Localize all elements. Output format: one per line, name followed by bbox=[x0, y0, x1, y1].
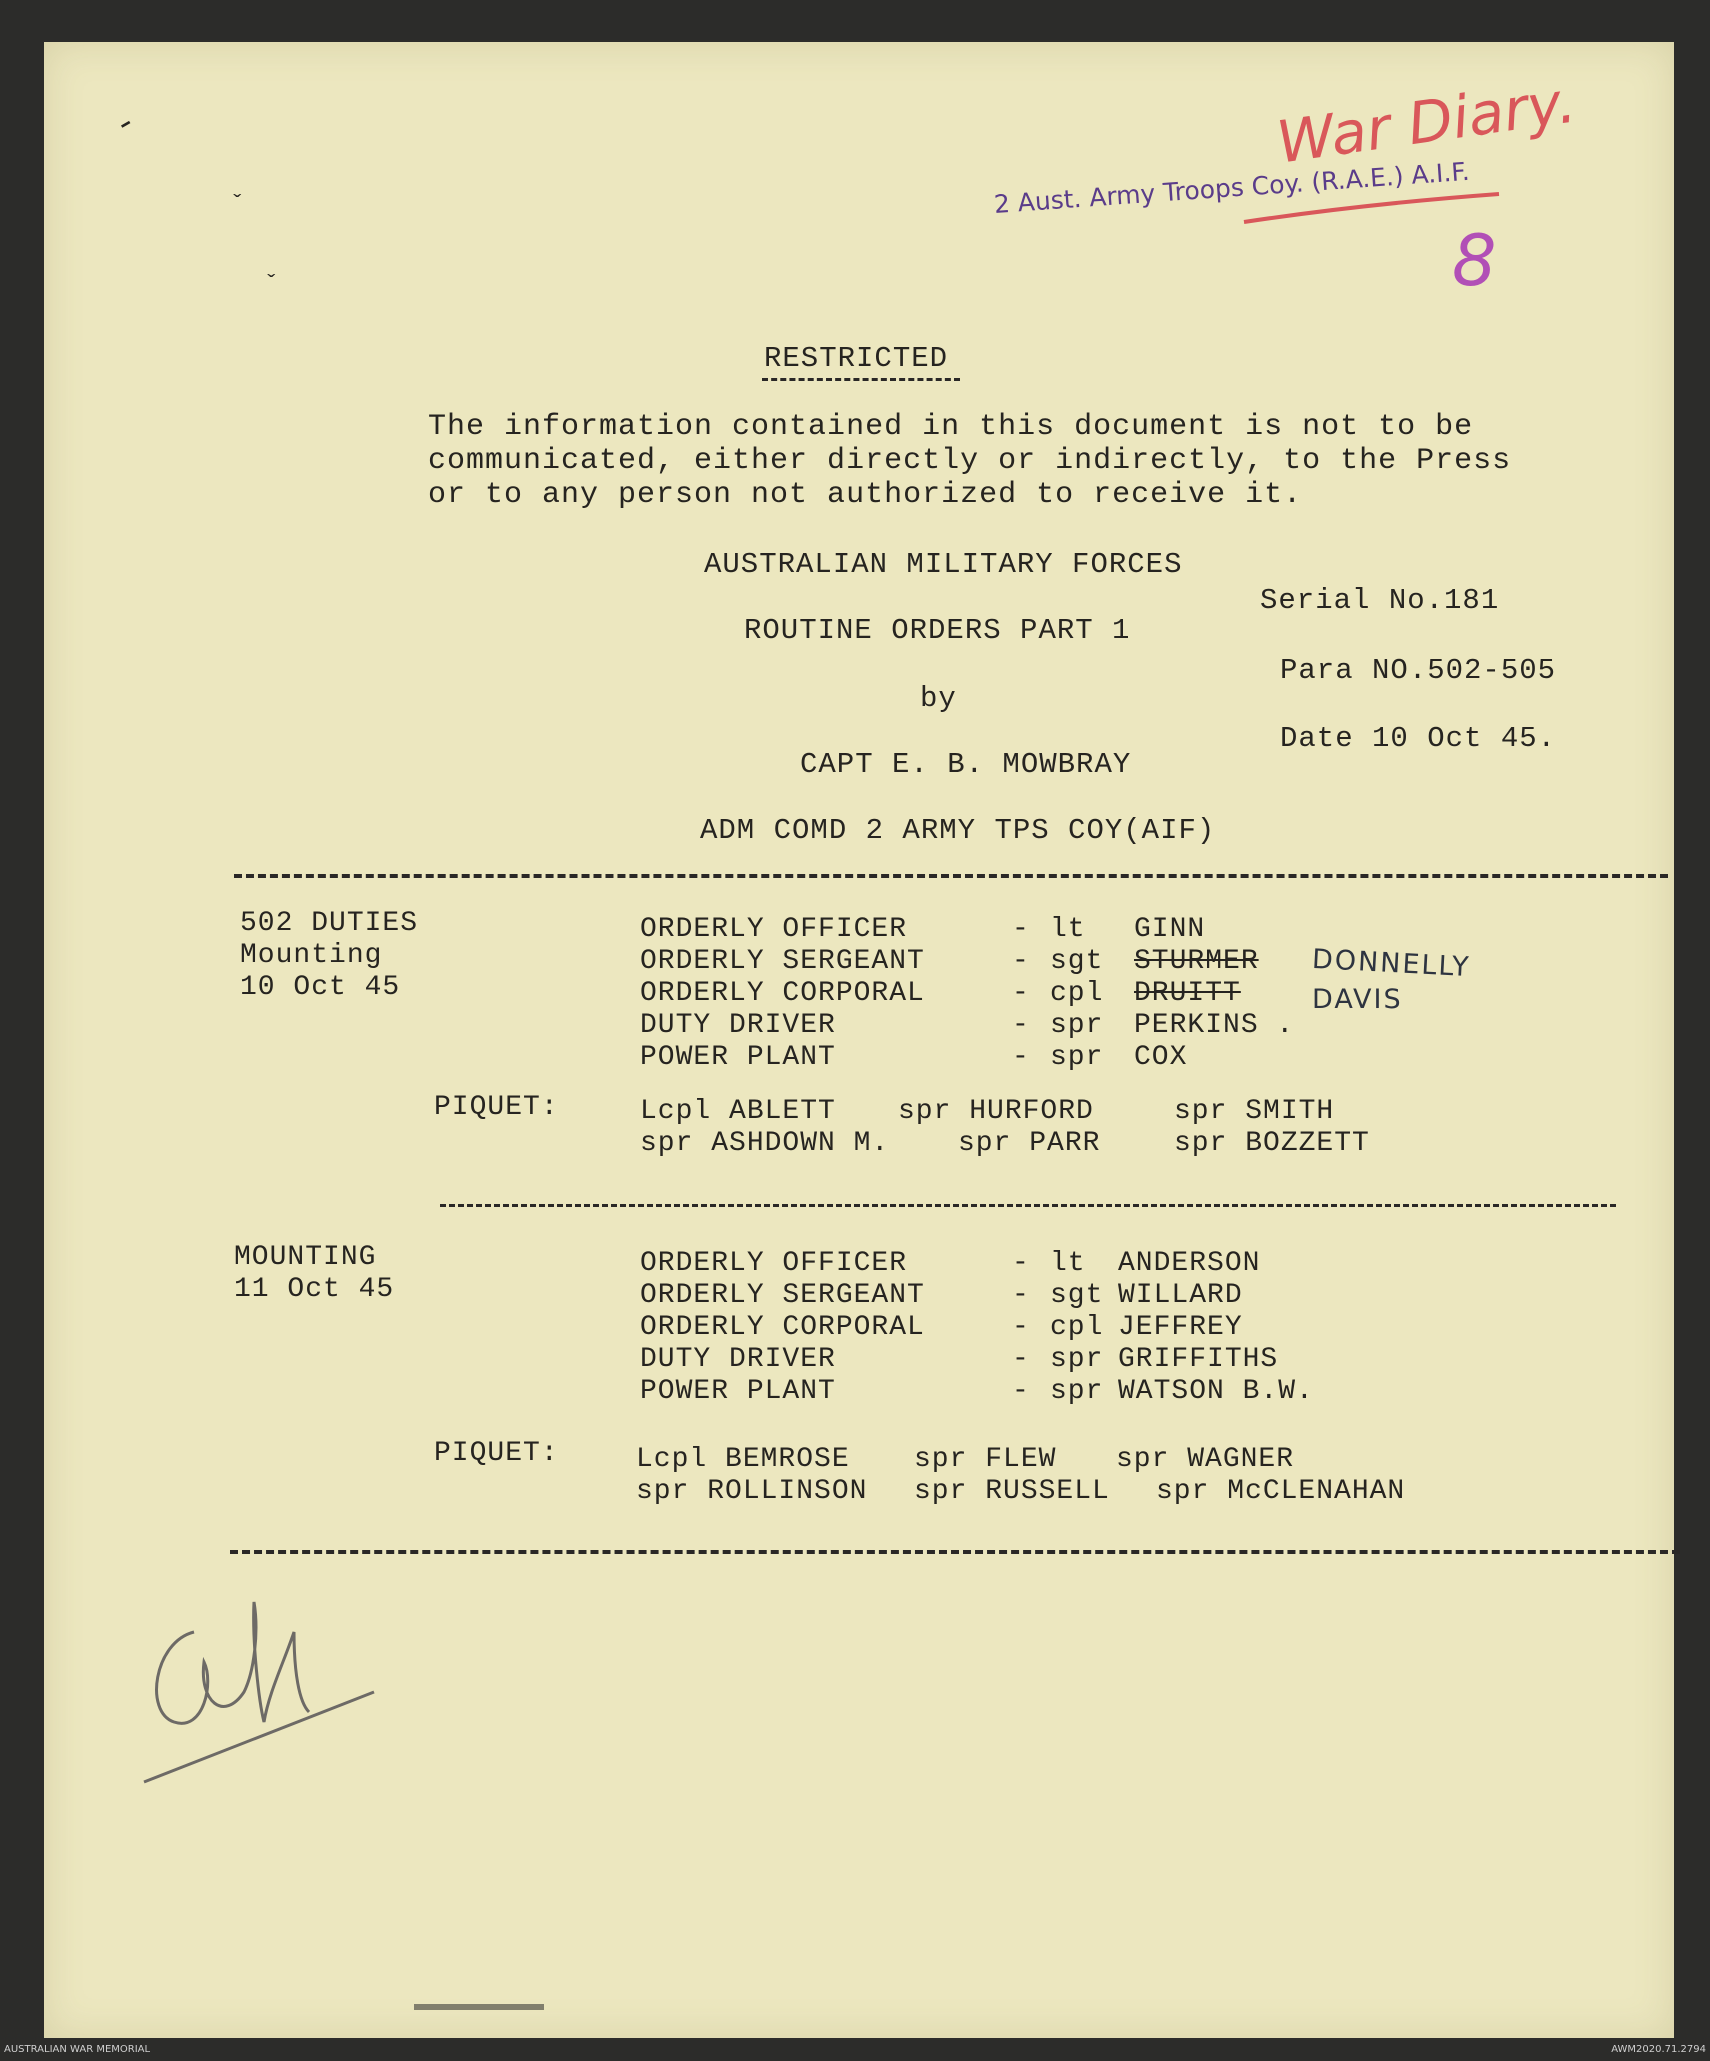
duty-name: ANDERSON bbox=[1118, 1248, 1261, 1279]
section1-heading-3: 10 Oct 45 bbox=[240, 972, 401, 1003]
signature bbox=[134, 1572, 464, 1802]
war-diary-annotation: War Diary. bbox=[1272, 67, 1580, 177]
piquet-name: Lcpl BEMROSE bbox=[636, 1444, 850, 1475]
duty-rank: lt bbox=[1050, 1248, 1086, 1279]
piquet-name: spr PARR bbox=[958, 1128, 1101, 1159]
piquet-name: spr RUSSELL bbox=[914, 1476, 1110, 1507]
piquet-name: spr ASHDOWN M. bbox=[640, 1128, 890, 1159]
duty-rank: cpl bbox=[1050, 1312, 1104, 1343]
restricted-underline bbox=[762, 378, 960, 381]
officer-name: CAPT E. B. MOWBRAY bbox=[800, 748, 1132, 781]
handwritten-correction: DONNELLY bbox=[1311, 943, 1472, 984]
duty-role: POWER PLANT bbox=[640, 1042, 836, 1073]
section1-heading-2: Mounting bbox=[240, 940, 383, 971]
duty-name-struck: DRUITT bbox=[1134, 978, 1241, 1009]
duty-name: WILLARD bbox=[1118, 1280, 1243, 1311]
command-heading: ADM COMD 2 ARMY TPS COY(AIF) bbox=[700, 814, 1216, 847]
piquet-name: spr ROLLINSON bbox=[636, 1476, 868, 1507]
piquet-name: spr FLEW bbox=[914, 1444, 1057, 1475]
duty-role: POWER PLANT bbox=[640, 1376, 836, 1407]
unit-stamp: 2 Aust. Army Troops Coy. (R.A.E.) A.I.F. bbox=[992, 156, 1471, 219]
duty-role: DUTY DRIVER bbox=[640, 1010, 836, 1041]
section2-heading-2: 11 Oct 45 bbox=[234, 1274, 395, 1305]
handwritten-correction: DAVIS bbox=[1312, 984, 1403, 1015]
document-page bbox=[44, 42, 1674, 2038]
duty-rank: lt bbox=[1050, 914, 1086, 945]
divider-top bbox=[234, 874, 1668, 878]
serial-number: Serial No.181 bbox=[1260, 584, 1500, 617]
duty-dash: - bbox=[1012, 914, 1030, 945]
duty-rank: spr bbox=[1050, 1010, 1104, 1041]
piquet-name: spr McCLENAHAN bbox=[1156, 1476, 1406, 1507]
ink-mark: - bbox=[107, 103, 146, 147]
duty-dash: - bbox=[1012, 1312, 1030, 1343]
by-label: by bbox=[920, 682, 957, 715]
duty-dash: - bbox=[1012, 1280, 1030, 1311]
orders-heading: ROUTINE ORDERS PART 1 bbox=[744, 614, 1131, 647]
piquet-name: spr WAGNER bbox=[1116, 1444, 1295, 1475]
duty-name: COX bbox=[1134, 1042, 1188, 1073]
footer-accession: AWM2020.71.2794 bbox=[1611, 2044, 1706, 2055]
duty-name: JEFFREY bbox=[1118, 1312, 1243, 1343]
notice-line-3: or to any person not authorized to receive it. bbox=[428, 478, 1303, 512]
duty-dash: - bbox=[1012, 1344, 1030, 1375]
duty-name-struck: STURMER bbox=[1134, 946, 1259, 977]
duty-rank: sgt bbox=[1050, 1280, 1104, 1311]
divider-bottom bbox=[230, 1550, 1680, 1554]
ink-mark: ˇ bbox=[264, 272, 280, 299]
duty-dash: - bbox=[1012, 1042, 1030, 1073]
restricted-heading: RESTRICTED bbox=[764, 342, 949, 375]
duty-rank: sgt bbox=[1050, 946, 1104, 977]
footer-credit: AUSTRALIAN WAR MEMORIAL bbox=[4, 2044, 151, 2055]
ink-mark: ˇ bbox=[230, 192, 246, 219]
piquet-name: spr SMITH bbox=[1174, 1096, 1335, 1127]
ink-smudge bbox=[414, 2004, 544, 2010]
section2-heading-1: MOUNTING bbox=[234, 1242, 377, 1273]
duty-name: PERKINS . bbox=[1134, 1010, 1295, 1041]
duty-rank: spr bbox=[1050, 1344, 1104, 1375]
piquet-name: spr HURFORD bbox=[898, 1096, 1094, 1127]
order-date: Date 10 Oct 45. bbox=[1280, 722, 1557, 755]
piquet-name: spr BOZZETT bbox=[1174, 1128, 1370, 1159]
duty-role: ORDERLY OFFICER bbox=[640, 1248, 908, 1279]
divider-middle bbox=[440, 1204, 1616, 1207]
duty-name: GINN bbox=[1134, 914, 1206, 945]
duty-role: ORDERLY OFFICER bbox=[640, 914, 908, 945]
piquet-label: PIQUET: bbox=[434, 1092, 559, 1123]
duty-role: ORDERLY SERGEANT bbox=[640, 946, 925, 977]
duty-dash: - bbox=[1012, 946, 1030, 977]
duty-dash: - bbox=[1012, 1248, 1030, 1279]
duty-dash: - bbox=[1012, 1376, 1030, 1407]
duty-rank: spr bbox=[1050, 1376, 1104, 1407]
section1-heading-1: 502 DUTIES bbox=[240, 908, 419, 939]
para-number: Para NO.502-505 bbox=[1280, 654, 1557, 687]
duty-name: WATSON B.W. bbox=[1118, 1376, 1314, 1407]
duty-dash: - bbox=[1012, 1010, 1030, 1041]
duty-name: GRIFFITHS bbox=[1118, 1344, 1279, 1375]
duty-role: ORDERLY CORPORAL bbox=[640, 978, 925, 1009]
duty-dash: - bbox=[1012, 978, 1030, 1009]
duty-role: ORDERLY CORPORAL bbox=[640, 1312, 925, 1343]
forces-heading: AUSTRALIAN MILITARY FORCES bbox=[704, 548, 1183, 581]
duty-role: ORDERLY SERGEANT bbox=[640, 1280, 925, 1311]
notice-line-1: The information contained in this document is not to be bbox=[428, 410, 1474, 444]
page-number-annotation: 8 bbox=[1452, 220, 1497, 302]
duty-role: DUTY DRIVER bbox=[640, 1344, 836, 1375]
duty-rank: cpl bbox=[1050, 978, 1104, 1009]
piquet-name: Lcpl ABLETT bbox=[640, 1096, 836, 1127]
duty-rank: spr bbox=[1050, 1042, 1104, 1073]
piquet-label: PIQUET: bbox=[434, 1438, 559, 1469]
notice-line-2: communicated, either directly or indirectly, to the Press bbox=[428, 444, 1512, 478]
